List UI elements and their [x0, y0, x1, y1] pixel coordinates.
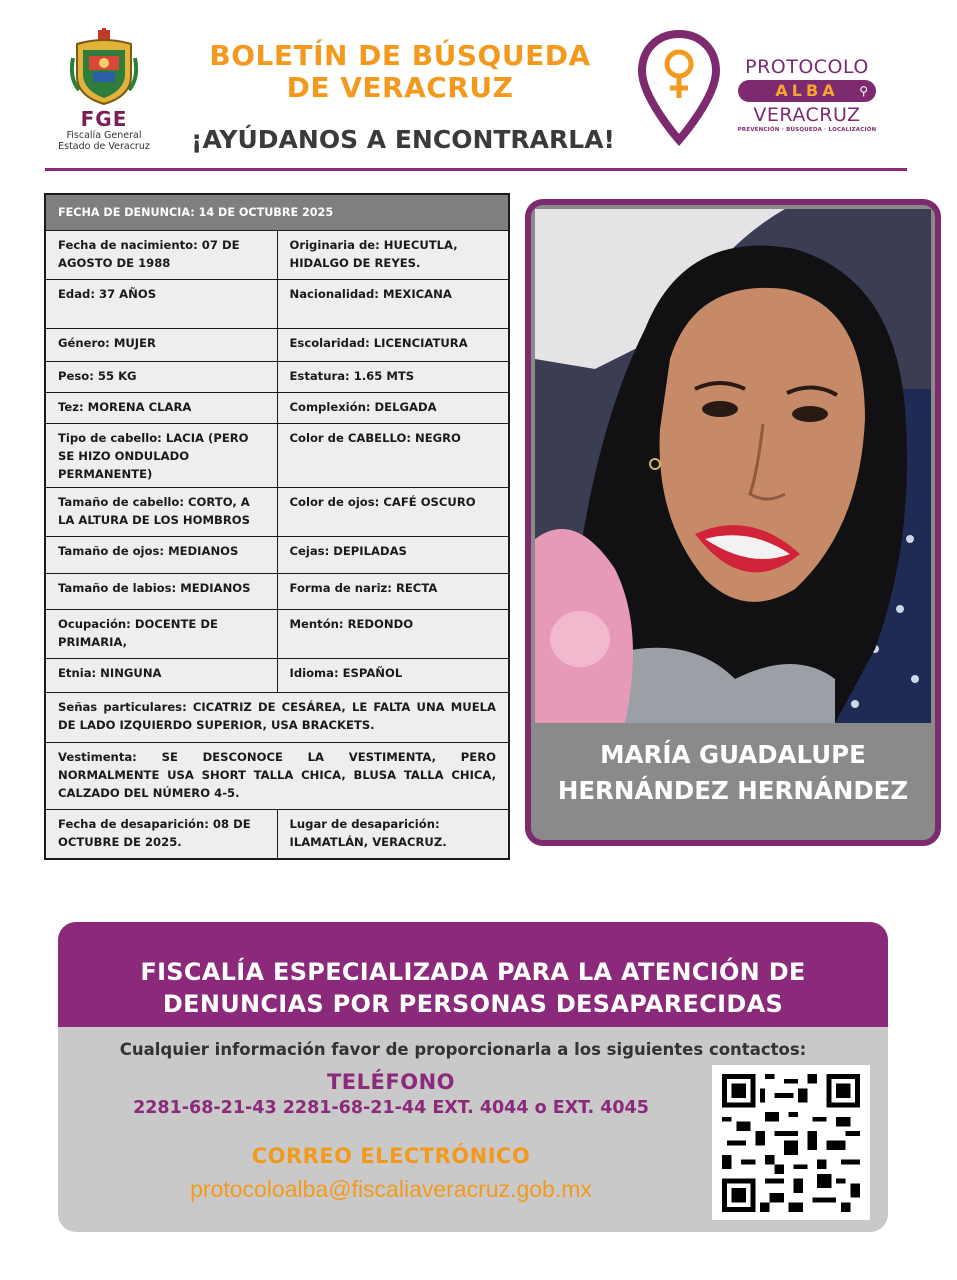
table-row	[45, 279, 509, 328]
header-divider	[45, 168, 907, 171]
table-row	[45, 361, 509, 392]
disappearance-date: Fecha de desaparición: 08 DE OCTUBRE DE 2025.	[45, 809, 277, 859]
table-row	[45, 423, 509, 487]
distinguishing-marks: Señas particulares: CICATRIZ DE CESÁREA, LE FALTA UNA MUELA DE LADO IZQUIERDO SUPERIOR, USA BRACKETS.	[45, 692, 509, 742]
bulletin-title	[180, 40, 620, 104]
eye-color: Color de ojos: CAFÉ OSCURO	[277, 487, 509, 536]
bulletin-subtitle: ¡AYÚDANOS A ENCONTRARLA!	[191, 125, 615, 154]
nationality: Nacionalidad: MEXICANA	[277, 279, 509, 328]
fge-name-line2: Estado de Veracruz	[58, 141, 150, 152]
alba-word: ALBA	[775, 81, 839, 100]
table-row	[45, 328, 509, 361]
agency-heading	[58, 922, 888, 1027]
table-row	[45, 487, 509, 536]
age: Edad: 37 AÑOS	[45, 279, 277, 328]
alba-pill	[738, 80, 876, 102]
phone-label: TELÉFONO	[326, 1070, 456, 1094]
report-date: FECHA DE DENUNCIA: 14 DE OCTUBRE 2025	[45, 194, 509, 230]
alba-tagline: PREVENCIÓN · BÚSQUEDA · LOCALIZACIÓN	[737, 127, 877, 133]
table-row	[45, 809, 509, 859]
eye-size: Tamaño de ojos: MEDIANOS	[45, 536, 277, 573]
contact-intro: Cualquier información favor de proporcionarla a los siguientes contactos:	[119, 1040, 807, 1059]
ethnicity: Etnia: NINGUNA	[45, 658, 277, 692]
email-address: protocoloalba@fiscaliaveracruz.gob.mx	[190, 1176, 592, 1202]
table-row	[45, 392, 509, 423]
magnifier-icon: ⚲	[859, 84, 868, 98]
protocolo-alba-logo	[638, 30, 888, 150]
gender: Género: MUJER	[45, 328, 277, 361]
table-row	[45, 609, 509, 658]
nose-shape: Forma de nariz: RECTA	[277, 573, 509, 609]
table-row	[45, 536, 509, 573]
female-location-pin-icon	[638, 30, 720, 146]
hair-type: Tipo de cabello: LACIA (PERO SE HIZO ONDULADO PERMANENTE)	[45, 423, 277, 487]
contact-panel	[58, 922, 888, 1232]
person-name	[531, 737, 935, 809]
hair-color: Color de CABELLO: NEGRO	[277, 423, 509, 487]
agency-heading-line2: DENUNCIAS POR PERSONAS DESAPARECIDAS	[162, 990, 784, 1018]
lip-size: Tamaño de labios: MEDIANOS	[45, 573, 277, 609]
birth-date: Fecha de nacimiento: 07 DE AGOSTO DE 1988	[45, 230, 277, 279]
bulletin-title-line2: DE VERACRUZ	[286, 71, 514, 104]
coat-of-arms-icon	[69, 28, 139, 106]
fge-acronym: FGE	[80, 107, 128, 131]
education: Escolaridad: LICENCIATURA	[277, 328, 509, 361]
origin: Originaria de: HUECUTLA, HIDALGO DE REYES.	[277, 230, 509, 279]
photo-card	[525, 199, 941, 846]
table-row	[45, 230, 509, 279]
email-label: CORREO ELECTRÓNICO	[251, 1144, 531, 1168]
person-photo	[535, 209, 931, 723]
table-row	[45, 692, 509, 742]
disappearance-place: Lugar de desaparición: ILAMATLÁN, VERACRUZ.	[277, 809, 509, 859]
eyebrows: Cejas: DEPILADAS	[277, 536, 509, 573]
agency-heading-line1: FISCALÍA ESPECIALIZADA PARA LA ATENCIÓN DE	[140, 958, 806, 986]
person-name-line2: HERNÁNDEZ HERNÁNDEZ	[557, 776, 909, 805]
hair-length: Tamaño de cabello: CORTO, A LA ALTURA DE LOS HOMBROS	[45, 487, 277, 536]
weight: Peso: 55 KG	[45, 361, 277, 392]
table-row	[45, 194, 509, 230]
bulletin-title-line1: BOLETÍN DE BÚSQUEDA	[209, 39, 591, 72]
clothing: Vestimenta: SE DESCONOCE LA VESTIMENTA, PERO NORMALMENTE USA SHORT TALLA CHICA, BLUSA TALLA CHICA, CALZADO DEL NÚMERO 4-5.	[45, 742, 509, 809]
phone-numbers: 2281-68-21-43 2281-68-21-44 EXT. 4044 o EXT. 4045	[133, 1098, 649, 1118]
fge-name-line1: Fiscalía General	[66, 130, 142, 141]
skin-tone: Tez: MORENA CLARA	[45, 392, 277, 423]
alba-protocolo: PROTOCOLO	[745, 56, 869, 78]
build: Complexión: DELGADA	[277, 392, 509, 423]
height: Estatura: 1.65 MTS	[277, 361, 509, 392]
language: Idioma: ESPAÑOL	[277, 658, 509, 692]
table-row	[45, 742, 509, 809]
qr-code	[712, 1065, 870, 1220]
alba-veracruz: VERACRUZ	[753, 104, 861, 126]
person-name-line1: MARÍA GUADALUPE	[600, 740, 866, 769]
table-row	[45, 573, 509, 609]
table-row	[45, 658, 509, 692]
chin: Mentón: REDONDO	[277, 609, 509, 658]
occupation: Ocupación: DOCENTE DE PRIMARIA,	[45, 609, 277, 658]
person-data-table	[44, 193, 510, 860]
fge-logo	[52, 28, 156, 156]
qr-code-icon	[722, 1074, 860, 1212]
